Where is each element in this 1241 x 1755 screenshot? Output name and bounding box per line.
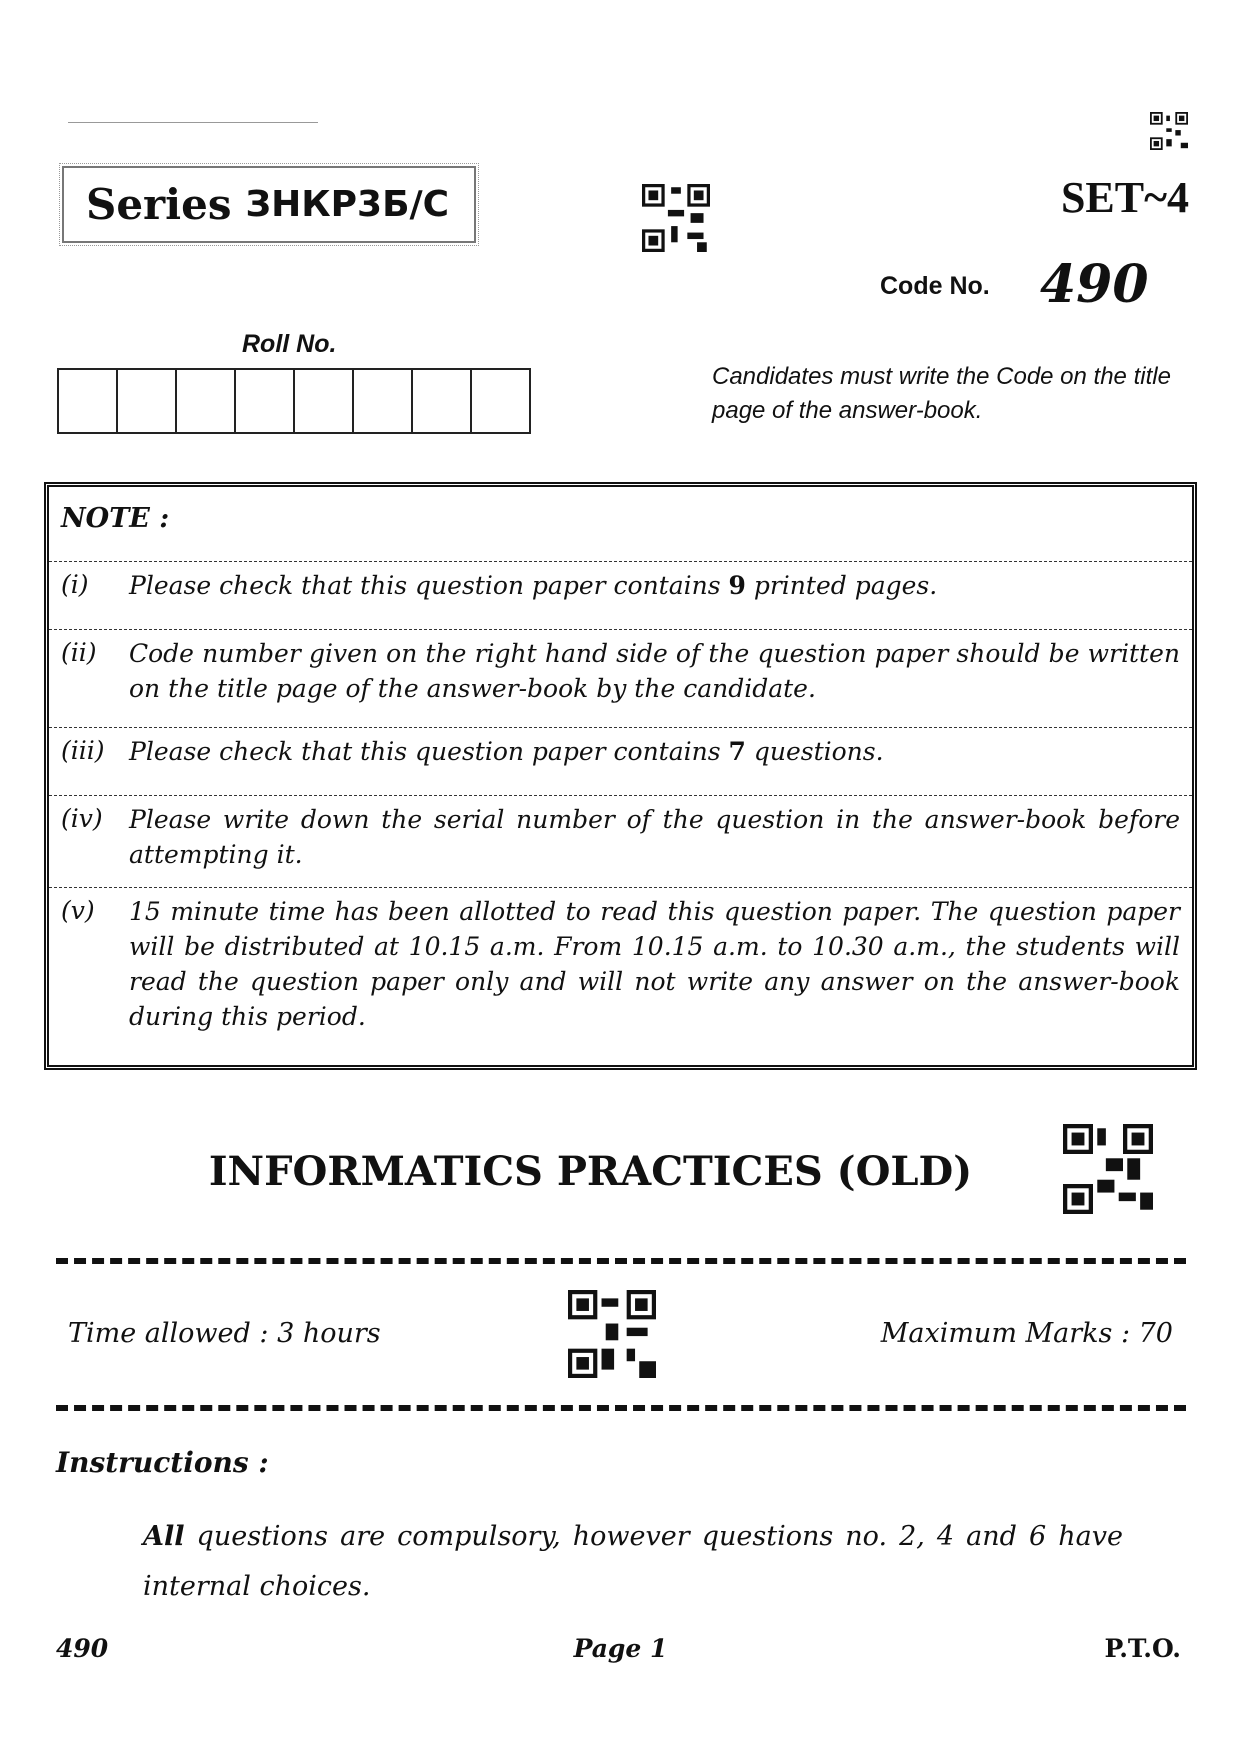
candidate-note: Candidates must write the Code on the title page of the answer-book. [712, 363, 1171, 424]
note-item [49, 629, 1192, 703]
page-number: Page 1 [573, 1634, 668, 1663]
note-item [49, 561, 1192, 600]
note-text: Please check that this question paper contains 9 printed pages. [129, 571, 938, 600]
instructions-text: All questions are compulsory, however questions no. 2, 4 and 6 have internal choices. [143, 1521, 1123, 1602]
set-label: SET~4 [1060, 173, 1189, 222]
note-heading: NOTE : [61, 503, 170, 534]
subject-title: INFORMATICS PRACTICES (OLD) [208, 1148, 973, 1195]
dashed-divider [56, 1258, 1186, 1264]
roll-cell[interactable] [472, 370, 529, 432]
series-box [62, 166, 476, 243]
note-box [44, 482, 1197, 1070]
qr-code-icon [568, 1290, 656, 1378]
note-text: 15 minute time has been allotted to read this question paper. The question paper will be distributed at 10.15 a.m. From 10.15 a.m. to 10.30 a.m., the students will read the question paper only and will not write any answer on the answer-book during this period. [129, 897, 1180, 1031]
roll-cell[interactable] [236, 370, 295, 432]
qr-code-icon [642, 184, 710, 252]
note-text: Please check that this question paper contains 7 questions. [129, 737, 884, 766]
note-number: (iv) [61, 804, 103, 833]
qr-code-icon [1150, 112, 1188, 150]
roll-cell[interactable] [295, 370, 354, 432]
note-number: (iii) [61, 736, 105, 765]
code-label: Code No. [880, 272, 990, 300]
roll-cell[interactable] [118, 370, 177, 432]
note-number: (i) [61, 570, 89, 599]
roll-cell[interactable] [177, 370, 236, 432]
instructions-heading: Instructions : [56, 1446, 269, 1479]
note-number: (ii) [61, 638, 97, 667]
note-number: (v) [61, 896, 95, 925]
time-allowed: Time allowed : 3 hours [68, 1318, 381, 1349]
pto-label: P.T.O. [1104, 1634, 1181, 1663]
roll-cell[interactable] [354, 370, 413, 432]
note-item [49, 727, 1192, 766]
note-text: Code number given on the right hand side of the question paper should be written on the title page of the answer-book by the candidate. [129, 639, 1180, 703]
series-label: Series [86, 180, 232, 229]
note-text: Please write down the serial number of the question in the answer-book before attempting it. [129, 805, 1180, 869]
top-rule [68, 122, 318, 123]
footer-code: 490 [56, 1634, 109, 1663]
maximum-marks: Maximum Marks : 70 [880, 1318, 1173, 1349]
roll-label: Roll No. [242, 330, 337, 358]
roll-cell[interactable] [59, 370, 118, 432]
note-item [49, 795, 1192, 869]
dashed-divider [56, 1405, 1186, 1411]
roll-number-grid[interactable] [57, 368, 531, 434]
roll-cell[interactable] [413, 370, 472, 432]
code-value: 490 [1040, 254, 1149, 315]
note-item [49, 887, 1192, 1031]
series-code: ЗНКР3Б/С [245, 184, 450, 225]
